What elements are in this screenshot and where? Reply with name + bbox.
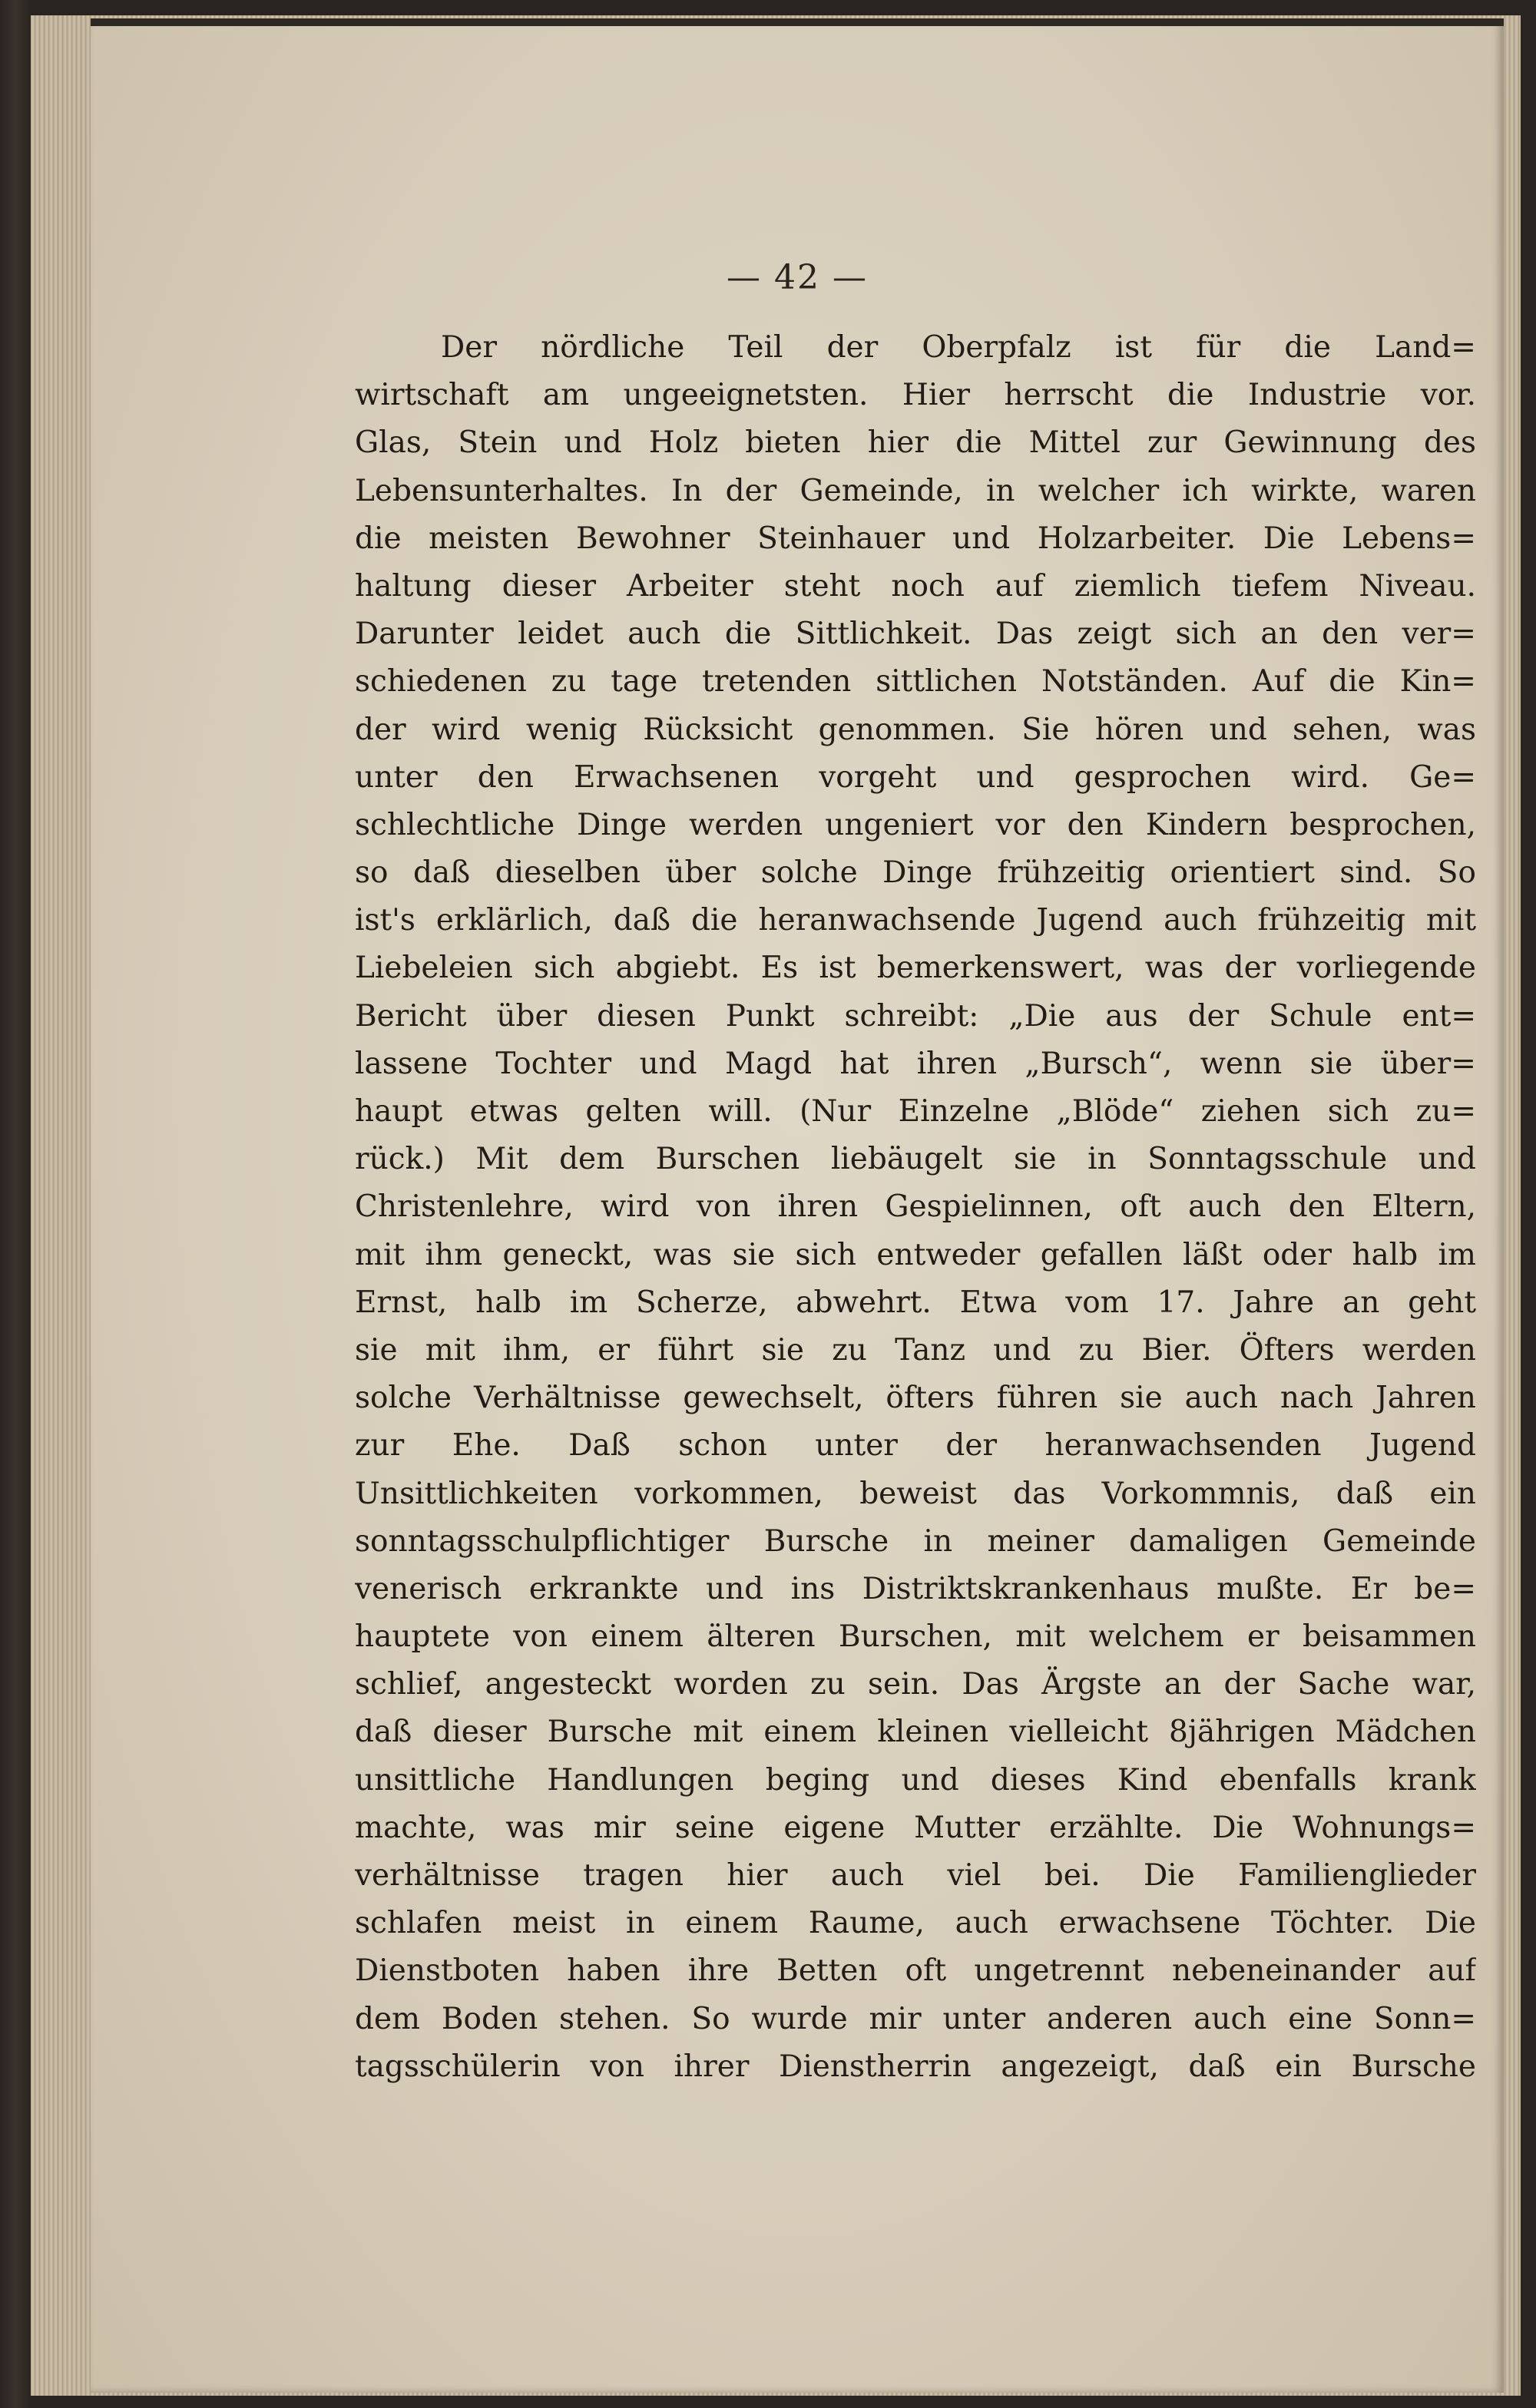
text-line: lassene Tochter und Magd hat ihren „Bursch“, wenn sie über= bbox=[355, 1046, 1476, 1081]
text-line: schlafen meist in einem Raume, auch erwachsene Töchter. Die bbox=[355, 1906, 1476, 1941]
text-line: rück.) Mit dem Burschen liebäugelt sie in Sonntagsschule und bbox=[355, 1142, 1476, 1177]
text-line: Bericht über diesen Punkt schreibt: „Die aus der Schule ent= bbox=[355, 998, 1476, 1034]
text-line: Glas, Stein und Holz bieten hier die Mittel zur Gewinnung des bbox=[355, 425, 1476, 461]
body-text bbox=[355, 324, 1476, 2091]
text-line: venerisch erkrankte und ins Distriktskrankenhaus mußte. Er be= bbox=[355, 1571, 1476, 1606]
book-page bbox=[91, 18, 1504, 2393]
text-line: schlief, angesteckt worden zu sein. Das Ärgste an der Sache war, bbox=[355, 1667, 1476, 1702]
text-line: wirtschaft am ungeeignetsten. Hier herrscht die Industrie vor. bbox=[355, 378, 1476, 413]
text-line: unter den Erwachsenen vorgeht und gesprochen wird. Ge= bbox=[355, 759, 1476, 795]
text-line: Darunter leidet auch die Sittlichkeit. Das zeigt sich an den ver= bbox=[355, 617, 1476, 652]
text-line: Ernst, halb im Scherze, abwehrt. Etwa vom 17. Jahre an geht bbox=[355, 1285, 1476, 1320]
text-line: Der nördliche Teil der Oberpfalz ist für die Land= bbox=[441, 330, 1476, 365]
text-line: daß dieser Bursche mit einem kleinen vielleicht 8jährigen Mädchen bbox=[355, 1715, 1476, 1750]
text-line: haltung dieser Arbeiter steht noch auf ziemlich tiefem Niveau. bbox=[355, 568, 1476, 604]
text-line: Unsittlichkeiten vorkommen, beweist das Vorkommnis, daß ein bbox=[355, 1476, 1476, 1511]
text-line: zur Ehe. Daß schon unter der heranwachsenden Jugend bbox=[355, 1428, 1476, 1464]
text-line: haupt etwas gelten will. (Nur Einzelne „Blöde“ ziehen sich zu= bbox=[355, 1094, 1476, 1129]
text-line: schiedenen zu tage tretenden sittlichen Notständen. Auf die Kin= bbox=[355, 664, 1476, 700]
text-line: Liebeleien sich abgiebt. Es ist bemerkenswert, was der vorliegende bbox=[355, 951, 1476, 986]
text-line: verhältnisse tragen hier auch viel bei. Die Familienglieder bbox=[355, 1858, 1476, 1893]
text-line: so daß dieselben über solche Dinge frühzeitig orientiert sind. So bbox=[355, 855, 1476, 891]
text-line: schlechtliche Dinge werden ungeniert vor den Kindern besprochen, bbox=[355, 807, 1476, 842]
top-dark-edge bbox=[91, 18, 1504, 26]
text-line: unsittliche Handlungen beging und dieses Kind ebenfalls krank bbox=[355, 1762, 1476, 1798]
text-line: Lebensunterhaltes. In der Gemeinde, in welcher ich wirkte, waren bbox=[355, 473, 1476, 508]
text-line: mit ihm geneckt, was sie sich entweder gefallen läßt oder halb im bbox=[355, 1237, 1476, 1272]
text-line: solche Verhältnisse gewechselt, öfters führen sie auch nach Jahren bbox=[355, 1381, 1476, 1416]
text-line: ist's erklärlich, daß die heranwachsende Jugend auch frühzeitig mit bbox=[355, 903, 1476, 938]
text-line: Dienstboten haben ihre Betten oft ungetrennt nebeneinander auf bbox=[355, 1953, 1476, 1989]
text-line: dem Boden stehen. So wurde mir unter anderen auch eine Sonn= bbox=[355, 2001, 1476, 2036]
text-line: sonntagsschulpflichtiger Bursche in meiner damaligen Gemeinde bbox=[355, 1523, 1476, 1559]
page-number: — 42 — bbox=[727, 258, 868, 297]
text-line: die meisten Bewohner Steinhauer und Holzarbeiter. Die Lebens= bbox=[355, 521, 1476, 556]
text-line: hauptete von einem älteren Burschen, mit welchem er beisammen bbox=[355, 1619, 1476, 1655]
text-line: machte, was mir seine eigene Mutter erzählte. Die Wohnungs= bbox=[355, 1810, 1476, 1845]
text-line: der wird wenig Rücksicht genommen. Sie hören und sehen, was bbox=[355, 712, 1476, 747]
text-line: tagsschülerin von ihrer Dienstherrin angezeigt, daß ein Bursche bbox=[355, 2049, 1476, 2084]
text-line: Christenlehre, wird von ihren Gespielinnen, oft auch den Eltern, bbox=[355, 1189, 1476, 1225]
text-line: sie mit ihm, er führt sie zu Tanz und zu Bier. Öfters werden bbox=[355, 1332, 1476, 1368]
